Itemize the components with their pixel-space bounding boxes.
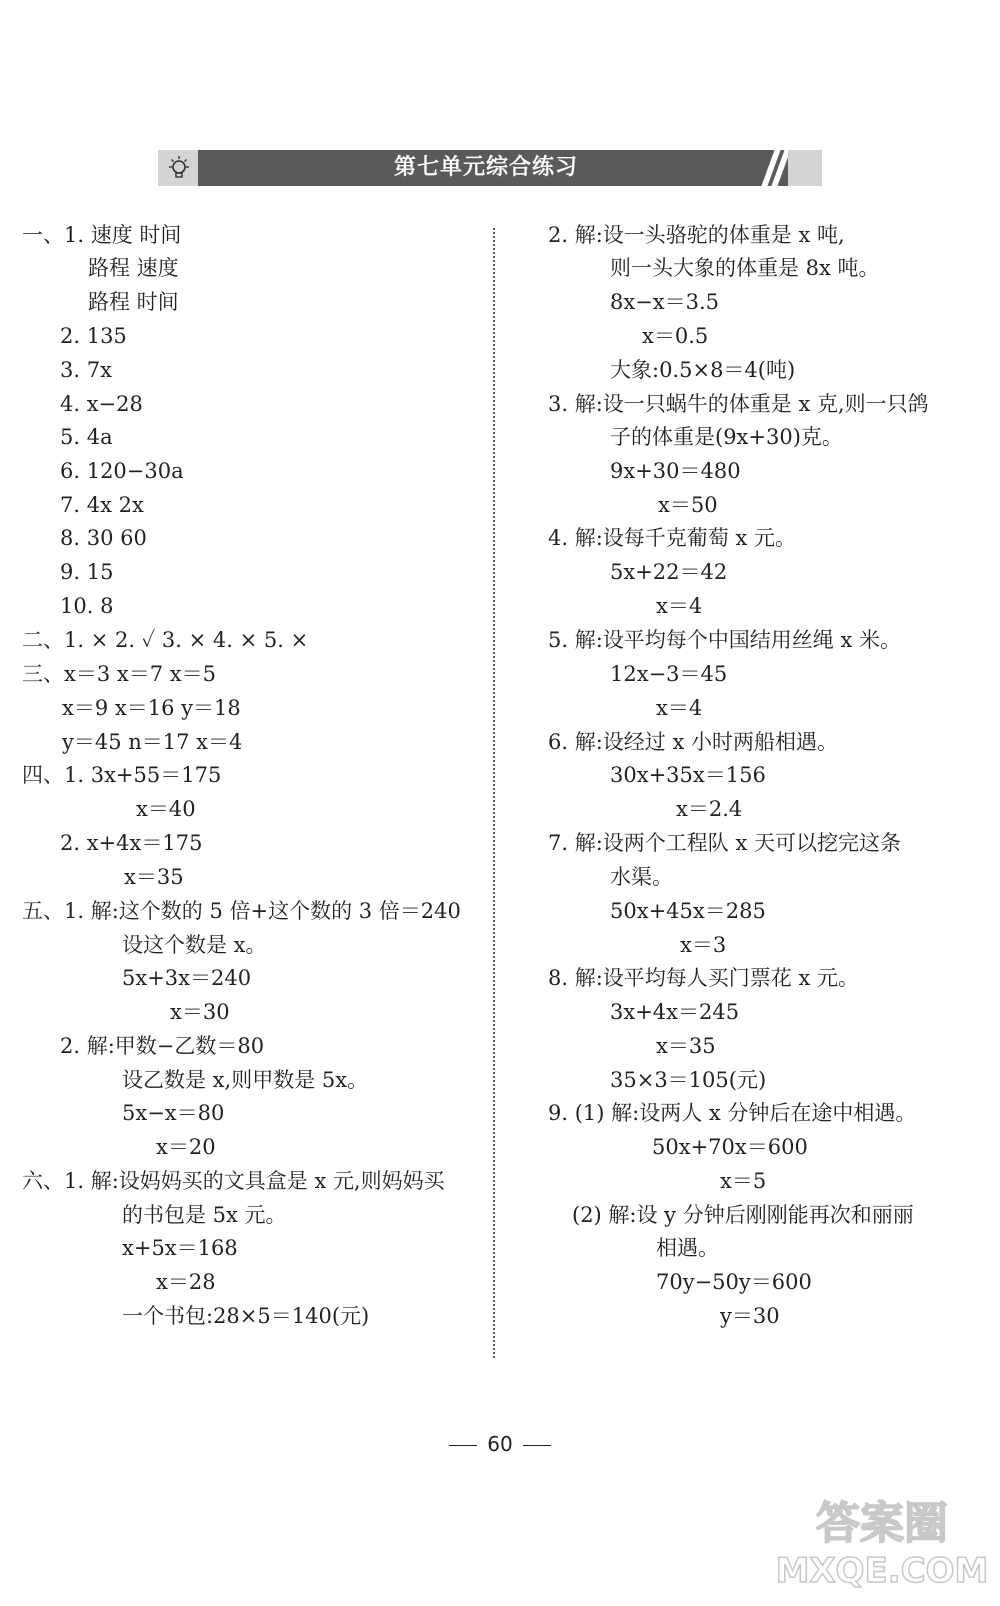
banner-end-box bbox=[788, 150, 822, 186]
right-answer-line: x＝4 bbox=[656, 594, 703, 618]
right-answer-line: 9. (1) 解:设两人 x 分钟后在途中相遇。 bbox=[548, 1101, 917, 1125]
right-answer-line: 2. 解:设一头骆驼的体重是 x 吨, bbox=[548, 223, 845, 247]
right-answer-line: y＝30 bbox=[720, 1304, 780, 1328]
watermark-line2: MXQE.COM bbox=[775, 1551, 989, 1591]
section-title: 第七单元综合练习 bbox=[393, 155, 578, 180]
right-answer-line: 8x−x＝3.5 bbox=[610, 290, 720, 314]
page-number bbox=[0, 1432, 1000, 1456]
left-answer-line: x＝40 bbox=[136, 797, 196, 821]
left-answer-line: 6. 120−30a bbox=[60, 459, 184, 483]
left-answer-line: x＝28 bbox=[156, 1270, 216, 1294]
watermark-line1: 答案圈 bbox=[816, 1498, 948, 1549]
right-answer-line: x＝3 bbox=[680, 933, 727, 957]
right-answer-line: 5. 解:设平均每个中国结用丝绳 x 米。 bbox=[548, 628, 901, 652]
right-answer-line: 5x+22＝42 bbox=[610, 560, 728, 584]
banner-icon-box bbox=[158, 150, 198, 186]
left-answer-line: 三、x＝3 x＝7 x＝5 bbox=[22, 662, 216, 686]
right-answer-line: x＝50 bbox=[658, 493, 718, 517]
column-divider bbox=[493, 228, 495, 1358]
left-answer-line: 10. 8 bbox=[60, 594, 114, 618]
right-answer-line: 水渠。 bbox=[610, 865, 673, 889]
left-answer-line: 路程 速度 bbox=[88, 256, 179, 280]
left-answer-line: y＝45 n＝17 x＝4 bbox=[62, 730, 243, 754]
page-number-text: 60 bbox=[487, 1432, 513, 1456]
left-answer-line: 4. x−28 bbox=[60, 392, 143, 416]
left-answer-line: x+5x＝168 bbox=[122, 1236, 238, 1260]
right-answer-line: 子的体重是(9x+30)克。 bbox=[610, 425, 843, 449]
left-answer-line: 设这个数是 x。 bbox=[122, 933, 267, 957]
right-answer-line: 50x+45x＝285 bbox=[610, 899, 766, 923]
left-answer-line: 7. 4x 2x bbox=[60, 493, 144, 517]
right-answer-line: x＝0.5 bbox=[642, 324, 709, 348]
left-answer-line: 四、1. 3x+55＝175 bbox=[22, 763, 222, 787]
left-answer-line: 路程 时间 bbox=[88, 290, 179, 314]
right-answer-line: 6. 解:设经过 x 小时两船相遇。 bbox=[548, 730, 838, 754]
left-answer-line: 的书包是 5x 元。 bbox=[122, 1203, 287, 1227]
left-answer-line: x＝9 x＝16 y＝18 bbox=[62, 696, 241, 720]
left-answer-line: 5. 4a bbox=[60, 425, 113, 449]
right-answer-line: 30x+35x＝156 bbox=[610, 763, 766, 787]
right-answer-line: 相遇。 bbox=[656, 1236, 719, 1260]
right-answer-line: x＝5 bbox=[720, 1169, 767, 1193]
left-answer-line: 一个书包:28×5＝140(元) bbox=[122, 1304, 370, 1328]
right-answer-line: 则一头大象的体重是 8x 吨。 bbox=[610, 256, 880, 280]
right-answer-line: x＝35 bbox=[656, 1034, 716, 1058]
watermark-logo bbox=[772, 1486, 992, 1596]
right-answer-line: (2) 解:设 y 分钟后刚刚能再次和丽丽 bbox=[572, 1203, 914, 1227]
left-answer-line: 2. 解:甲数−乙数＝80 bbox=[60, 1034, 265, 1058]
left-answer-line: x＝30 bbox=[170, 1000, 230, 1024]
left-answer-line: 二、1. × 2. ✓ 3. × 4. × 5. × bbox=[22, 628, 309, 652]
right-answer-line: 3. 解:设一只蜗牛的体重是 x 克,则一只鸽 bbox=[548, 392, 929, 416]
right-answer-line: 8. 解:设平均每人买门票花 x 元。 bbox=[548, 966, 859, 990]
right-answer-line: x＝2.4 bbox=[676, 797, 743, 821]
left-answer-line: 一、1. 速度 时间 bbox=[22, 223, 182, 247]
left-answer-line: 2. x+4x＝175 bbox=[60, 831, 203, 855]
left-answer-line: 8. 30 60 bbox=[60, 526, 147, 550]
right-answer-line: x＝4 bbox=[656, 696, 703, 720]
right-answer-line: 大象:0.5×8＝4(吨) bbox=[610, 358, 796, 382]
right-answer-line: 70y−50y＝600 bbox=[656, 1270, 812, 1294]
right-answer-line: 50x+70x＝600 bbox=[652, 1135, 808, 1159]
right-answer-line: 9x+30＝480 bbox=[610, 459, 741, 483]
right-answer-line: 12x−3＝45 bbox=[610, 662, 728, 686]
section-banner bbox=[158, 150, 822, 186]
left-answer-line: 五、1. 解:这个数的 5 倍+这个数的 3 倍＝240 bbox=[22, 899, 461, 923]
right-answer-line: 35×3＝105(元) bbox=[610, 1068, 767, 1092]
left-answer-line: 2. 135 bbox=[60, 324, 127, 348]
left-answer-line: 设乙数是 x,则甲数是 5x。 bbox=[122, 1068, 369, 1092]
left-answer-line: 5x+3x＝240 bbox=[122, 966, 252, 990]
left-answer-line: x＝35 bbox=[124, 865, 184, 889]
right-answer-line: 3x+4x＝245 bbox=[610, 1000, 740, 1024]
left-answer-line: x＝20 bbox=[156, 1135, 216, 1159]
left-answer-line: 9. 15 bbox=[60, 560, 114, 584]
right-answer-line: 4. 解:设每千克葡萄 x 元。 bbox=[548, 526, 796, 550]
left-answer-line: 5x−x＝80 bbox=[122, 1101, 225, 1125]
left-answer-line: 六、1. 解:设妈妈买的文具盒是 x 元,则妈妈买 bbox=[22, 1169, 445, 1193]
left-answer-line: 3. 7x bbox=[60, 358, 112, 382]
lightbulb-icon bbox=[166, 154, 192, 182]
right-answer-line: 7. 解:设两个工程队 x 天可以挖完这条 bbox=[548, 831, 901, 855]
